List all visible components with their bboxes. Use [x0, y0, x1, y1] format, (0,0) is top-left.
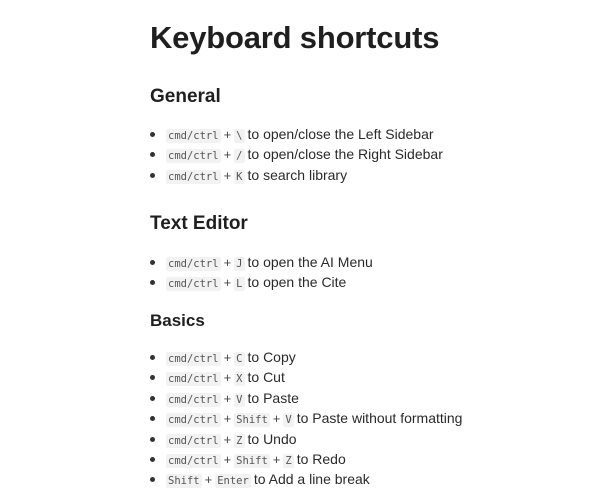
- shortcut-item: [150, 388, 462, 408]
- shortcut-description: to open the AI Menu: [247, 254, 373, 270]
- shortcut-description: to open/close the Right Sidebar: [247, 146, 443, 163]
- shortcut-item: [150, 367, 462, 387]
- key-separator: +: [223, 411, 232, 427]
- shortcut-key: cmd/ctrl: [168, 353, 219, 365]
- bullet-icon: [150, 280, 155, 285]
- shortcut-item: [150, 347, 462, 367]
- shortcut-key: L: [236, 278, 243, 291]
- bullet-icon: [150, 132, 155, 137]
- key-separator: +: [272, 451, 281, 467]
- shortcut-key: cmd/ctrl: [168, 414, 219, 427]
- section-heading-text-editor: Text Editor: [150, 213, 248, 234]
- bullet-icon: [150, 396, 155, 401]
- shortcut-description: to Redo: [296, 450, 346, 467]
- bullet-icon: [150, 152, 155, 157]
- key-separator: +: [272, 411, 281, 427]
- shortcut-key: Z: [236, 434, 243, 447]
- key-separator: +: [223, 275, 232, 291]
- bullet-icon: [150, 477, 155, 482]
- shortcut-key: \: [236, 130, 243, 142]
- shortcut-key: V: [285, 414, 292, 427]
- shortcut-item: [150, 429, 462, 449]
- shortcut-key: cmd/ctrl: [168, 170, 219, 183]
- bullet-icon: [150, 416, 155, 421]
- shortcut-description: to open/close the Left Sidebar: [247, 126, 434, 142]
- key-separator: +: [223, 390, 232, 406]
- key-separator: +: [223, 127, 232, 142]
- shortcut-description: to search library: [247, 166, 348, 183]
- shortcut-item: [150, 252, 373, 272]
- shortcut-item: [150, 449, 462, 469]
- bullet-icon: [150, 173, 155, 178]
- shortcut-item: [150, 124, 443, 144]
- shortcut-key: Shift: [236, 414, 268, 427]
- key-separator: +: [223, 451, 232, 467]
- bullet-icon: [150, 260, 155, 265]
- bullet-icon: [150, 355, 155, 360]
- shortcut-key: cmd/ctrl: [168, 150, 219, 163]
- shortcut-key: cmd/ctrl: [168, 393, 219, 406]
- shortcut-item: [150, 165, 443, 185]
- shortcut-list-general: [150, 124, 443, 185]
- shortcut-description: to Cut: [247, 369, 285, 386]
- shortcut-key: cmd/ctrl: [168, 373, 219, 386]
- shortcut-key: cmd/ctrl: [168, 454, 219, 467]
- section-heading-basics: Basics: [150, 311, 205, 330]
- shortcut-description: to Add a line break: [253, 471, 370, 488]
- key-separator: +: [223, 167, 232, 183]
- key-separator: +: [223, 147, 232, 163]
- shortcut-item: [150, 469, 462, 489]
- shortcut-key: cmd/ctrl: [168, 258, 219, 270]
- key-separator: +: [223, 255, 232, 270]
- shortcut-list-text-editor: [150, 252, 373, 293]
- shortcut-list-basics: [150, 347, 462, 490]
- shortcut-key: cmd/ctrl: [168, 278, 219, 291]
- shortcut-item: [150, 272, 373, 292]
- shortcut-key: K: [236, 170, 243, 183]
- page-title: Keyboard shortcuts: [150, 20, 440, 55]
- key-separator: +: [204, 472, 213, 488]
- section-heading-general: General: [150, 86, 221, 107]
- shortcut-key: Z: [285, 454, 292, 467]
- bullet-icon: [150, 457, 155, 462]
- shortcut-key: C: [236, 353, 243, 365]
- key-separator: +: [223, 370, 232, 386]
- shortcut-description: to Copy: [247, 349, 296, 365]
- shortcut-description: to Undo: [247, 430, 297, 447]
- shortcut-key: X: [236, 373, 243, 386]
- shortcut-description: to Paste: [247, 389, 299, 406]
- bullet-icon: [150, 437, 155, 442]
- key-separator: +: [223, 431, 232, 447]
- shortcut-description: to Paste without formatting: [296, 410, 463, 427]
- shortcut-description: to open the Cite: [247, 274, 347, 291]
- bullet-icon: [150, 375, 155, 380]
- shortcut-key: J: [236, 258, 243, 270]
- shortcut-key: cmd/ctrl: [168, 434, 219, 447]
- key-separator: +: [223, 350, 232, 365]
- shortcut-key: Shift: [168, 475, 200, 488]
- shortcut-key: cmd/ctrl: [168, 130, 219, 142]
- shortcut-item: [150, 144, 443, 164]
- shortcut-item: [150, 408, 462, 428]
- shortcut-key: /: [236, 150, 243, 163]
- shortcut-key: V: [236, 393, 243, 406]
- shortcut-key: Shift: [236, 454, 268, 467]
- shortcut-key: Enter: [217, 475, 249, 488]
